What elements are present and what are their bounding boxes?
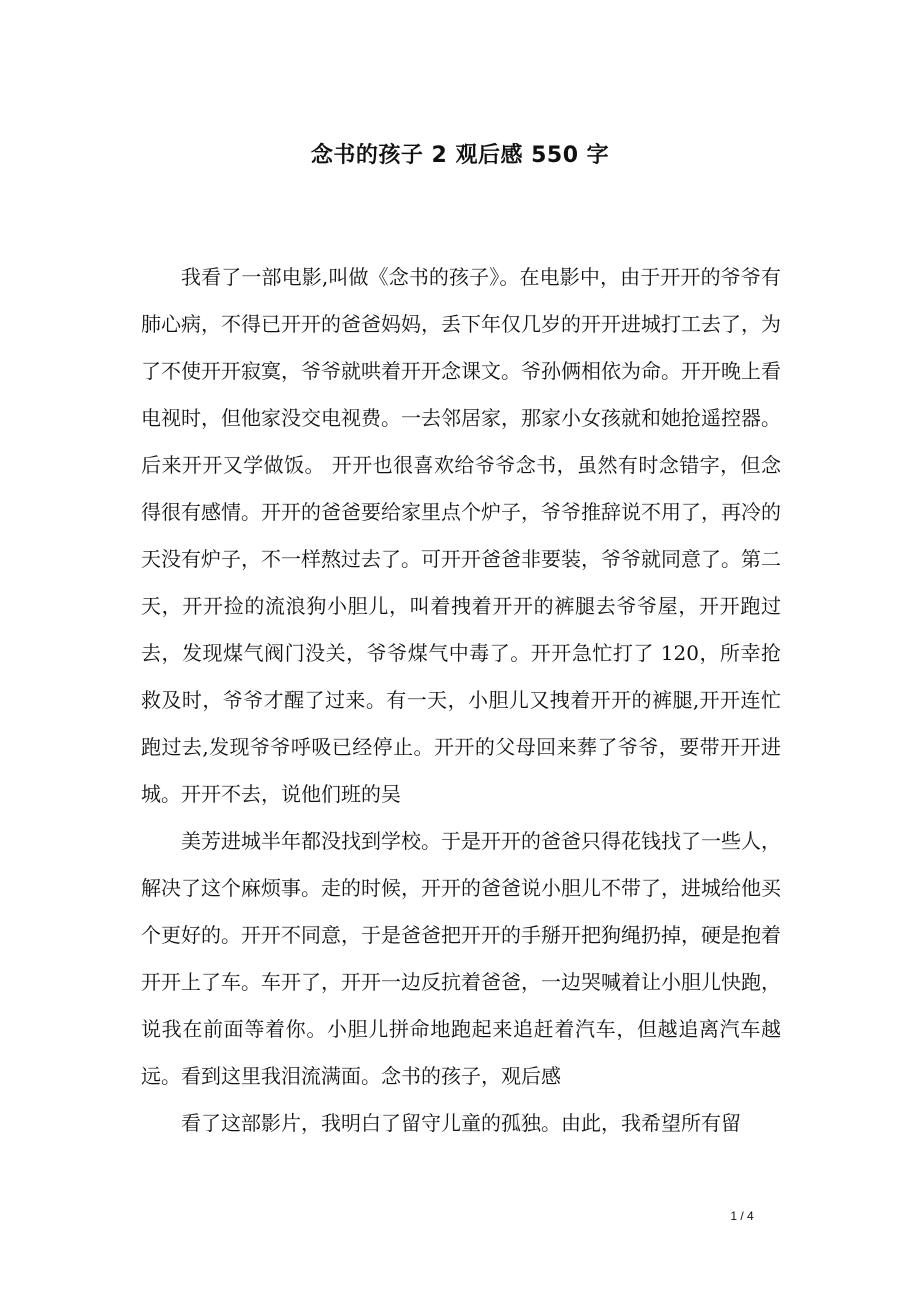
- paragraph-2: 美芳进城半年都没找到学校。于是开开的爸爸只得花钱找了一些人，解决了这个麻烦事。走的时候，开开的爸爸说小胆儿不带了，进城给他买个更好的。开开不同意，于是爸爸把开开的手掰开把狗绳扔掉，硬是抱着开开上了车。车开了，开开一边反抗着爸爸，一边哭喊着让小胆儿快跑，说我在前面等着你。小胆儿拼命地跑起来追赶着汽车，但越追离汽车越远。看到这里我泪流满面。念书的孩子，观后感: [141, 829, 781, 1088]
- paragraph-3: 看了这部影片，我明白了留守儿童的孤独。由此，我希望所有留: [181, 1111, 741, 1135]
- page-number: 1 / 4: [730, 1209, 754, 1223]
- document-title: 念书的孩子 2 观后感 550 字: [310, 143, 610, 168]
- document-body: [141, 254, 781, 1147]
- paragraph-1: 我看了一部电影,叫做《念书的孩子》。在电影中，由于开开的爷爷有肺心病，不得已开开的爸爸妈妈，丢下年仅几岁的开开进城打工去了，为了不使开开寂寞，爷爷就哄着开开念课文。爷孙俩相依为命。开开晚上看电视时，但他家没交电视费。一去邻居家，那家小女孩就和她抢遥控器。后来开开又学做饭。 开开也很喜欢给爷爷念书，虽然有时念错字，但念得很有感情。开开的爸爸要给家里点个炉子，爷爷推辞说不用了，再冷的天没有炉子，不一样熬过去了。可开开爸爸非要装，爷爷就同意了。第二天，开开捡的流浪狗小胆儿，叫着拽着开开的裤腿去爷爷屋，开开跑过去，发现煤气阀门没关，爷爷煤气中毒了。开开急忙打了 120，所幸抢救及时，爷爷才醒了过来。有一天，小胆儿又拽着开开的裤腿,开开连忙跑过去,发现爷爷呼吸已经停止。开开的父母回来葬了爷爷，要带开开进城。开开不去，说他们班的吴: [141, 265, 781, 806]
